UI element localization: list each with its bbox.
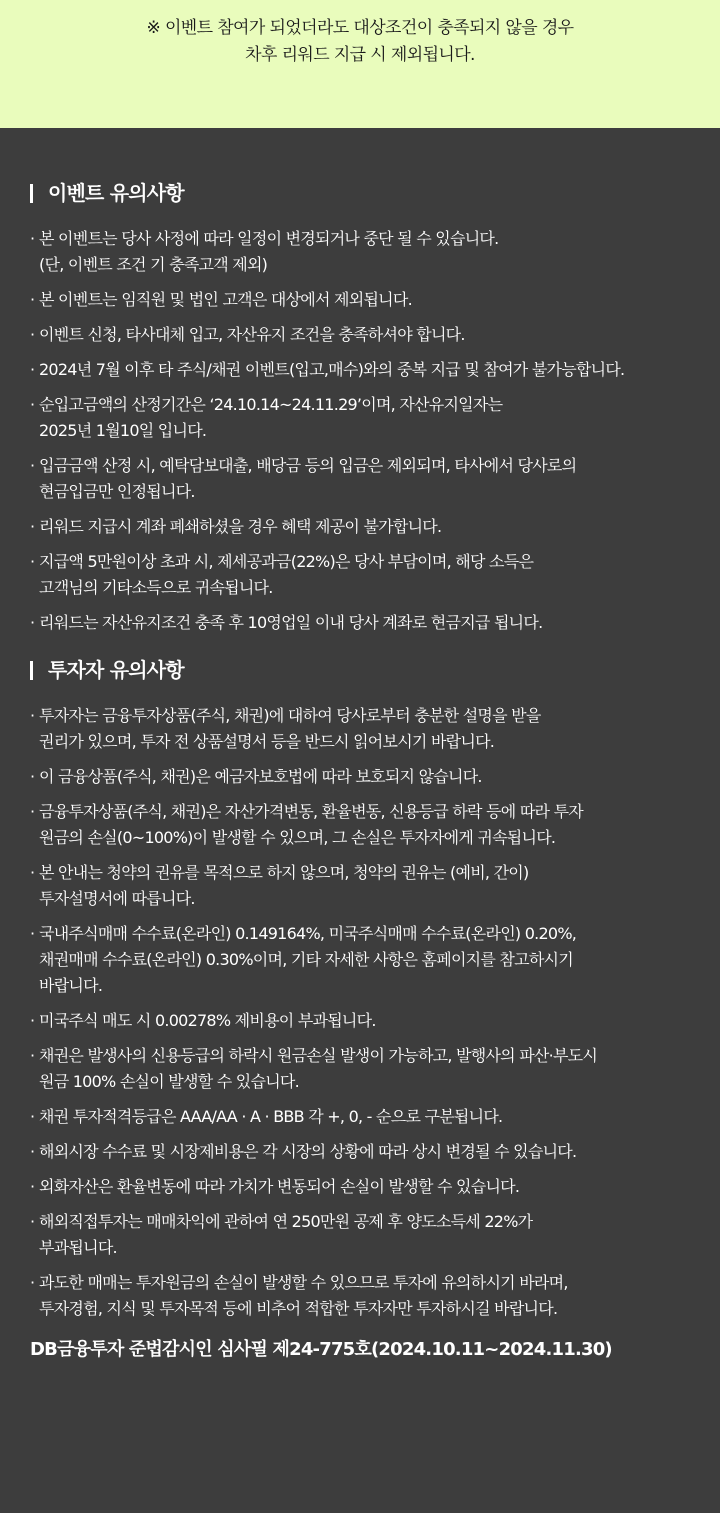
investor-notes-section: [30, 655, 690, 1322]
event-notes-list: [30, 226, 690, 636]
bullet-dot: ·: [30, 706, 35, 725]
notes-panel: [0, 128, 690, 1365]
bullet-dot: ·: [30, 1273, 35, 1292]
list-item-text: 투자자는 금융투자상품(주식, 채권)에 대하여 당사로부터 충분한 설명을 받을 권리가 있으며, 투자 전 상품설명서 등을 반드시 읽어보시기 바랍니다.: [39, 706, 541, 751]
list-item: [30, 1139, 690, 1165]
list-item: [30, 453, 690, 505]
list-item: [30, 1008, 690, 1034]
bullet-dot: ·: [30, 456, 35, 475]
list-item: [30, 357, 690, 383]
event-notes-section: [30, 178, 690, 636]
list-item-text: 본 이벤트는 임직원 및 법인 고객은 대상에서 제외됩니다.: [39, 290, 412, 309]
list-item: [30, 514, 690, 540]
list-item: [30, 921, 690, 999]
bullet-dot: ·: [30, 613, 35, 632]
bullet-dot: ·: [30, 517, 35, 536]
bullet-dot: ·: [30, 863, 35, 882]
investor-notes-heading: [30, 655, 690, 685]
list-item: [30, 392, 690, 444]
list-item: [30, 1043, 690, 1095]
list-item-text: 입금금액 산정 시, 예탁담보대출, 배당금 등의 입금은 제외되며, 타사에서 당사로의 현금입금만 인정됩니다.: [39, 456, 577, 501]
bullet-dot: ·: [30, 290, 35, 309]
list-item: [30, 860, 690, 912]
bullet-dot: ·: [30, 325, 35, 344]
list-item: [30, 1174, 690, 1200]
list-item-text: 금융투자상품(주식, 채권)은 자산가격변동, 환율변동, 신용등급 하락 등에 따라 투자 원금의 손실(0~100%)이 발생할 수 있으며, 그 손실은 투자자에게 귀속됩니다.: [39, 802, 583, 847]
list-item-text: 이벤트 신청, 타사대체 입고, 자산유지 조건을 충족하셔야 합니다.: [39, 325, 465, 344]
list-item-text: 리워드 지급시 계좌 폐쇄하셨을 경우 혜택 제공이 불가합니다.: [39, 517, 442, 536]
bullet-dot: ·: [30, 924, 35, 943]
list-item-text: 순입고금액의 산정기간은 ‘24.10.14~24.11.29’이며, 자산유지일자는 2025년 1월10일 입니다.: [39, 395, 503, 440]
list-item-text: 외화자산은 환율변동에 따라 가치가 변동되어 손실이 발생할 수 있습니다.: [39, 1177, 520, 1196]
list-item: [30, 1270, 690, 1322]
bullet-dot: ·: [30, 360, 35, 379]
heading-bar: [30, 661, 33, 680]
bullet-dot: ·: [30, 1046, 35, 1065]
list-item-text: 국내주식매매 수수료(온라인) 0.149164%, 미국주식매매 수수료(온라인) 0.20%, 채권매매 수수료(온라인) 0.30%이며, 기타 자세한 사항은 홈페이지를 참고하시기 바랍니다.: [39, 924, 577, 995]
list-item-text: 본 안내는 청약의 권유를 목적으로 하지 않으며, 청약의 권유는 (예비, 간이) 투자설명서에 따릅니다.: [39, 863, 529, 908]
bullet-dot: ·: [30, 1142, 35, 1161]
list-item-text: 미국주식 매도 시 0.00278% 제비용이 부과됩니다.: [39, 1011, 376, 1030]
list-item-text: 채권 투자적격등급은 AAA/AA · A · BBB 각 +, 0, - 순으로 구분됩니다.: [39, 1107, 503, 1126]
list-item: [30, 226, 690, 278]
bullet-dot: ·: [30, 1107, 35, 1126]
bullet-dot: ·: [30, 802, 35, 821]
bullet-dot: ·: [30, 552, 35, 571]
bullet-dot: ·: [30, 1177, 35, 1196]
list-item-text: 리워드는 자산유지조건 충족 후 10영업일 이내 당사 계좌로 현금지급 됩니다.: [39, 613, 543, 632]
event-notes-heading: [30, 178, 690, 208]
list-item: [30, 287, 690, 313]
list-item-text: 이 금융상품(주식, 채권)은 예금자보호법에 따라 보호되지 않습니다.: [39, 767, 482, 786]
list-item: [30, 703, 690, 755]
list-item: [30, 799, 690, 851]
list-item-text: 지급액 5만원이상 초과 시, 제세공과금(22%)은 당사 부담이며, 해당 소득은 고객님의 기타소득으로 귀속됩니다.: [39, 552, 534, 597]
compliance-approval: DB금융투자 준법감시인 심사필 제24-775호(2024.10.11~2024.11.30): [30, 1339, 612, 1360]
list-item: [30, 610, 690, 636]
list-item: [30, 764, 690, 790]
list-item: [30, 549, 690, 601]
bullet-dot: ·: [30, 1011, 35, 1030]
bullet-dot: ·: [30, 395, 35, 414]
list-item-text: 해외시장 수수료 및 시장제비용은 각 시장의 상황에 따라 상시 변경될 수 있습니다.: [39, 1142, 577, 1161]
bullet-dot: ·: [30, 229, 35, 248]
list-item-text: 해외직접투자는 매매차익에 관하여 연 250만원 공제 후 양도소득세 22%가 부과됩니다.: [39, 1212, 533, 1257]
list-item-text: 과도한 매매는 투자원금의 손실이 발생할 수 있으므로 투자에 유의하시기 바라며, 투자경험, 지식 및 투자목적 등에 비추어 적합한 투자자만 투자하시길 바랍니다.: [39, 1273, 568, 1318]
list-item: [30, 1209, 690, 1261]
notice-banner: [0, 0, 720, 128]
list-item-text: 채권은 발생사의 신용등급의 하락시 원금손실 발생이 가능하고, 발행사의 파산·부도시 원금 100% 손실이 발생할 수 있습니다.: [39, 1046, 598, 1091]
list-item: [30, 1104, 690, 1130]
heading-bar: [30, 184, 33, 203]
list-item-text: 본 이벤트는 당사 사정에 따라 일정이 변경되거나 중단 될 수 있습니다. (단, 이벤트 조건 기 충족고객 제외): [39, 229, 499, 274]
banner-line-2: 차후 리워드 지급 시 제외됩니다.: [245, 45, 475, 65]
list-item: [30, 322, 690, 348]
investor-notes-list: [30, 703, 690, 1322]
event-notes-title: 이벤트 유의사항: [48, 181, 184, 205]
bullet-dot: ·: [30, 767, 35, 786]
investor-notes-title: 투자자 유의사항: [48, 658, 184, 682]
list-item-text: 2024년 7월 이후 타 주식/채권 이벤트(입고,매수)와의 중복 지급 및 참여가 불가능합니다.: [39, 360, 625, 379]
bullet-dot: ·: [30, 1212, 35, 1231]
banner-line-1: ※ 이벤트 참여가 되었더라도 대상조건이 충족되지 않을 경우: [146, 18, 574, 38]
